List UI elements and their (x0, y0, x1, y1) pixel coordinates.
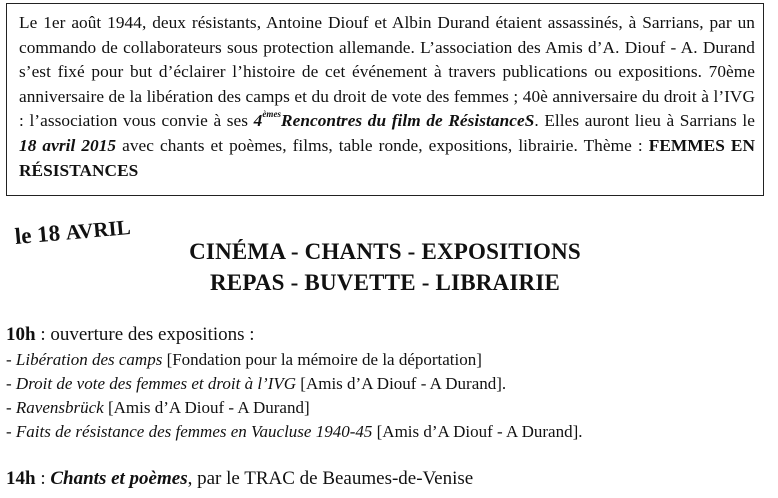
slot-10h-time: 10h (6, 324, 36, 345)
headline (150, 236, 620, 298)
intro-text-2: . Elles auront lieu à Sarrians le (534, 111, 755, 131)
intro-text-1: Le 1er août 1944, deux résistants, Antoine Diouf et Albin Durand étaient assassinés, à Sarrians, par un commando de collaborateurs sous protection allemande. L’association des Amis d’A. Diouf - A. Durand s’est fixé pour but d’éclairer l’histoire de cet événement à travers publications ou expositions. 70ème anniversaire de la libération des camps et du droit de vote des femmes ; 40è anniversaire du droit à l’IVG : l’association vous convie à ses (19, 13, 755, 131)
date-stamp-day: le 18 (13, 219, 67, 250)
intro-date: 18 avril 2015 (19, 135, 117, 155)
slot-14h (6, 468, 473, 490)
slot-14h-time: 14h (6, 468, 36, 489)
exhibition-title: Ravensbrück (15, 398, 104, 417)
slot-14h-sep: : (35, 468, 51, 489)
exhibition-org: [Amis d’A Diouf - A Durand]. (372, 422, 583, 441)
intro-theme: FEMMES EN RÉSISTANCES (19, 135, 755, 180)
list-item: - Droit de vote des femmes et droit à l’IVG [Amis d’A Diouf - A Durand]. (6, 374, 507, 393)
list-item: - Libération des camps [Fondation pour la mémoire de la déportation] (6, 350, 482, 369)
exhibition-title: Droit de vote des femmes et droit à l’IVG (15, 374, 297, 393)
intro-text-3: avec chants et poèmes, films, table ronde, expositions, librairie. Thème : (116, 135, 649, 155)
program (6, 323, 766, 444)
list-item: - Faits de résistance des femmes en Vaucluse 1940-45 [Amis d’A Diouf - A Durand]. (6, 422, 583, 441)
date-stamp-month: AVRIL (64, 214, 132, 245)
exhibition-title: Faits de résistance des femmes en Vaucluse 1940-45 (15, 422, 373, 441)
intro-paragraph (19, 11, 755, 183)
exhibition-org: [Amis d’A Diouf - A Durand]. (296, 374, 507, 393)
intro-event-name: Rencontres du film de RésistanceS (281, 111, 535, 131)
headline-line-1: CINÉMA - CHANTS - EXPOSITIONS (189, 239, 581, 264)
slot-14h-title: Chants et poèmes (50, 468, 188, 489)
headline-line-2: REPAS - BUVETTE - LIBRAIRIE (209, 270, 561, 295)
exhibition-org: [Fondation pour la mémoire de la déportation] (162, 350, 482, 369)
intro-ordinal: 4 (253, 111, 263, 131)
slot-10h (6, 323, 766, 346)
exhibition-list (6, 348, 766, 444)
slot-14h-rest: , par le TRAC de Beaumes-de-Venise (187, 468, 474, 489)
intro-box (6, 3, 764, 196)
intro-ordinal-suffix: èmes (262, 109, 282, 120)
exhibition-org: [Amis d’A Diouf - A Durand] (103, 398, 310, 417)
exhibition-title: Libération des camps (15, 350, 163, 369)
list-item: - Ravensbrück [Amis d’A Diouf - A Durand] (6, 398, 310, 417)
slot-10h-label: : ouverture des expositions : (35, 324, 255, 345)
date-stamp (14, 214, 132, 250)
